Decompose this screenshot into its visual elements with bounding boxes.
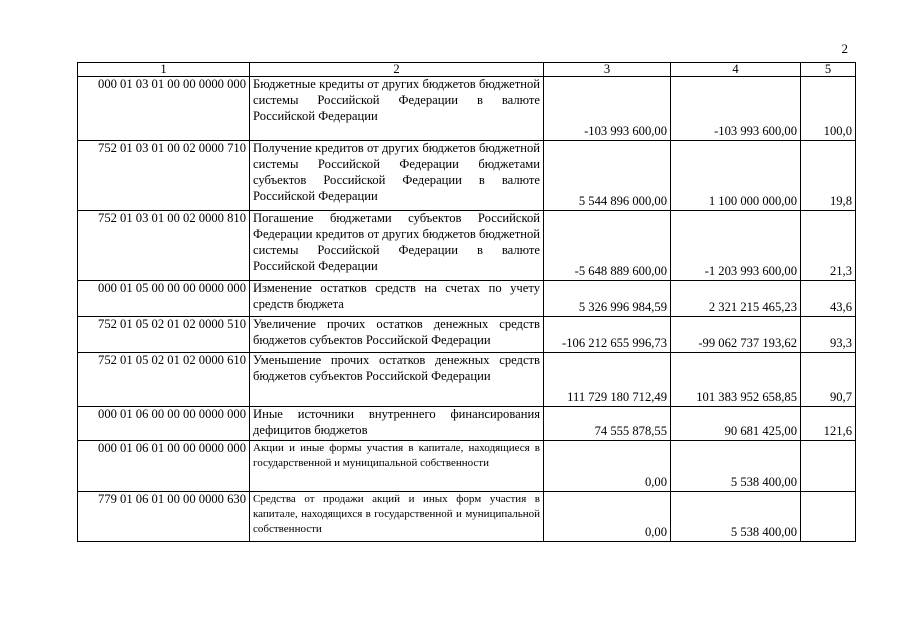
source-name-cell: Погашение бюджетами субъектов Российской Федерации кредитов от других бюджетов бюджетной системы Российской Федерации в валюте Российской Федерации: [250, 211, 544, 281]
source-name-cell: Уменьшение прочих остатков денежных средств бюджетов субъектов Российской Федерации: [250, 353, 544, 407]
planned-amount-cell: 0,00: [544, 492, 671, 542]
planned-amount-cell: -103 993 600,00: [544, 77, 671, 141]
budget-code-cell: 779 01 06 01 00 00 0000 630: [78, 492, 250, 542]
execution-percent-cell: [801, 492, 856, 542]
budget-code-cell: 000 01 06 01 00 00 0000 000: [78, 441, 250, 492]
executed-amount-cell: 1 100 000 000,00: [671, 141, 801, 211]
table-row: [78, 211, 856, 281]
table-row: [78, 77, 856, 141]
source-name-cell: Получение кредитов от других бюджетов бюджетной системы Российской Федерации бюджетами субъектов Российской Федерации в валюте Российской Федерации: [250, 141, 544, 211]
planned-amount-cell: 111 729 180 712,49: [544, 353, 671, 407]
executed-amount-cell: -99 062 737 193,62: [671, 317, 801, 353]
budget-code-cell: 752 01 03 01 00 02 0000 810: [78, 211, 250, 281]
source-name-cell: Средства от продажи акций и иных форм участия в капитале, находящихся в государственной и муниципальной собственности: [250, 492, 544, 542]
execution-percent-cell: [801, 441, 856, 492]
executed-amount-cell: 5 538 400,00: [671, 441, 801, 492]
planned-amount-cell: 74 555 878,55: [544, 407, 671, 441]
budget-code-cell: 752 01 05 02 01 02 0000 610: [78, 353, 250, 407]
execution-percent-cell: 100,0: [801, 77, 856, 141]
executed-amount-cell: -1 203 993 600,00: [671, 211, 801, 281]
executed-amount-cell: -103 993 600,00: [671, 77, 801, 141]
source-name-cell: Бюджетные кредиты от других бюджетов бюджетной системы Российской Федерации в валюте Российской Федерации: [250, 77, 544, 141]
header-cell-4: 4: [671, 63, 801, 77]
execution-percent-cell: 121,6: [801, 407, 856, 441]
budget-sources-table: [77, 62, 856, 542]
header-cell-5: 5: [801, 63, 856, 77]
budget-code-cell: 752 01 05 02 01 02 0000 510: [78, 317, 250, 353]
executed-amount-cell: 5 538 400,00: [671, 492, 801, 542]
executed-amount-cell: 2 321 215 465,23: [671, 281, 801, 317]
table-row: [78, 407, 856, 441]
executed-amount-cell: 101 383 952 658,85: [671, 353, 801, 407]
budget-code-cell: 000 01 05 00 00 00 0000 000: [78, 281, 250, 317]
budget-code-cell: 752 01 03 01 00 02 0000 710: [78, 141, 250, 211]
table-row: [78, 441, 856, 492]
budget-code-cell: 000 01 03 01 00 00 0000 000: [78, 77, 250, 141]
table-header-row: [78, 63, 856, 77]
planned-amount-cell: -106 212 655 996,73: [544, 317, 671, 353]
table-row: [78, 281, 856, 317]
execution-percent-cell: 93,3: [801, 317, 856, 353]
header-cell-2: 2: [250, 63, 544, 77]
table-row: [78, 353, 856, 407]
execution-percent-cell: 21,3: [801, 211, 856, 281]
planned-amount-cell: 5 544 896 000,00: [544, 141, 671, 211]
source-name-cell: Изменение остатков средств на счетах по учету средств бюджета: [250, 281, 544, 317]
source-name-cell: Иные источники внутреннего финансирования дефицитов бюджетов: [250, 407, 544, 441]
planned-amount-cell: 0,00: [544, 441, 671, 492]
execution-percent-cell: 90,7: [801, 353, 856, 407]
planned-amount-cell: -5 648 889 600,00: [544, 211, 671, 281]
table-row: [78, 317, 856, 353]
source-name-cell: Увеличение прочих остатков денежных средств бюджетов субъектов Российской Федерации: [250, 317, 544, 353]
execution-percent-cell: 19,8: [801, 141, 856, 211]
header-cell-1: 1: [78, 63, 250, 77]
table-row: [78, 492, 856, 542]
page-number: 2: [841, 41, 848, 56]
header-cell-3: 3: [544, 63, 671, 77]
source-name-cell: Акции и иные формы участия в капитале, находящиеся в государственной и муниципальной собственности: [250, 441, 544, 492]
execution-percent-cell: 43,6: [801, 281, 856, 317]
budget-code-cell: 000 01 06 00 00 00 0000 000: [78, 407, 250, 441]
planned-amount-cell: 5 326 996 984,59: [544, 281, 671, 317]
table-row: [78, 141, 856, 211]
executed-amount-cell: 90 681 425,00: [671, 407, 801, 441]
